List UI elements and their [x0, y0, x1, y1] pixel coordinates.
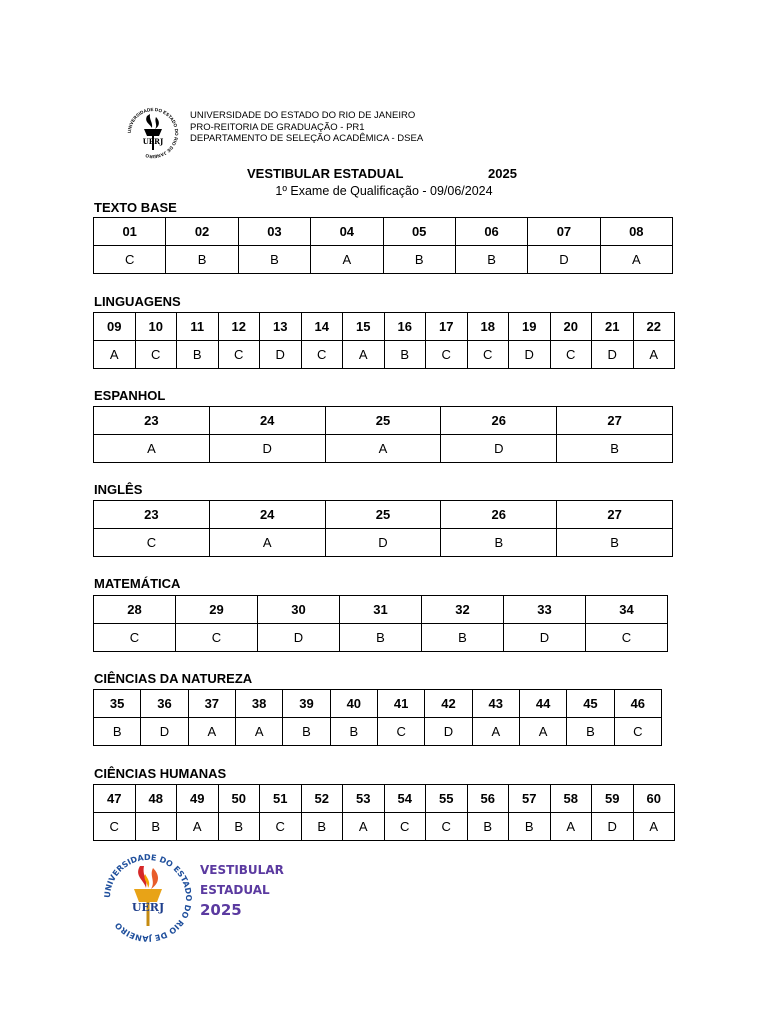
question-number-row: [94, 596, 668, 624]
answer-cell: C: [94, 624, 176, 652]
answer-cell: B: [467, 813, 509, 841]
question-number-cell: 35: [94, 690, 141, 718]
footer-vestibular-badge: [200, 860, 284, 920]
question-number-cell: 37: [188, 690, 235, 718]
uerj-logo-header: [116, 104, 190, 162]
answer-cell: A: [633, 813, 675, 841]
answer-row: [94, 624, 668, 652]
answer-cell: C: [426, 813, 468, 841]
question-number-cell: 23: [94, 501, 210, 529]
institution-name: UNIVERSIDADE DO ESTADO DO RIO DE JANEIRO: [190, 110, 416, 121]
question-number-cell: 26: [441, 501, 557, 529]
question-number-cell: 58: [550, 785, 592, 813]
answer-table-matematica: [93, 595, 668, 652]
answer-cell: C: [176, 624, 258, 652]
question-number-cell: 28: [94, 596, 176, 624]
question-number-cell: 57: [509, 785, 551, 813]
question-number-cell: 51: [260, 785, 302, 813]
question-number-row: [94, 313, 675, 341]
answer-cell: B: [301, 813, 343, 841]
question-number-cell: 48: [135, 785, 177, 813]
question-number-cell: 53: [343, 785, 385, 813]
question-number-cell: 30: [258, 596, 340, 624]
question-number-cell: 27: [557, 407, 673, 435]
question-number-cell: 60: [633, 785, 675, 813]
question-number-cell: 46: [614, 690, 661, 718]
answer-cell: C: [301, 341, 343, 369]
answer-cell: D: [509, 341, 551, 369]
question-number-cell: 25: [325, 501, 441, 529]
answer-cell: D: [592, 341, 634, 369]
answer-cell: B: [383, 246, 455, 274]
answer-cell: D: [141, 718, 188, 746]
answer-cell: B: [441, 529, 557, 557]
answer-cell: A: [311, 246, 383, 274]
question-number-cell: 12: [218, 313, 260, 341]
answer-cell: B: [567, 718, 614, 746]
answer-cell: C: [467, 341, 509, 369]
answer-cell: C: [614, 718, 661, 746]
answer-cell: A: [94, 435, 210, 463]
question-number-row: [94, 785, 675, 813]
answer-cell: C: [586, 624, 668, 652]
exam-subtitle: 1º Exame de Qualificação - 09/06/2024: [275, 184, 493, 198]
answer-cell: B: [218, 813, 260, 841]
institution-header: [190, 110, 423, 145]
question-number-row: [94, 218, 673, 246]
question-number-cell: 16: [384, 313, 426, 341]
question-number-cell: 07: [528, 218, 600, 246]
answer-cell: B: [283, 718, 330, 746]
question-number-cell: 33: [504, 596, 586, 624]
question-number-cell: 13: [260, 313, 302, 341]
answer-cell: A: [188, 718, 235, 746]
answer-row: [94, 529, 673, 557]
question-number-cell: 29: [176, 596, 258, 624]
answer-cell: B: [238, 246, 310, 274]
section-title-matematica: MATEMÁTICA: [94, 576, 181, 591]
answer-cell: D: [425, 718, 472, 746]
answer-cell: C: [218, 341, 260, 369]
answer-cell: D: [592, 813, 634, 841]
answer-cell: B: [384, 341, 426, 369]
question-number-cell: 14: [301, 313, 343, 341]
answer-cell: A: [325, 435, 441, 463]
question-number-cell: 34: [586, 596, 668, 624]
answer-cell: C: [550, 341, 592, 369]
question-number-cell: 32: [422, 596, 504, 624]
answer-cell: B: [177, 341, 219, 369]
answer-table-texto-base: [93, 217, 673, 274]
answer-cell: B: [340, 624, 422, 652]
answer-cell: A: [600, 246, 672, 274]
section-title-ingles: INGLÊS: [94, 482, 143, 497]
answer-cell: A: [209, 529, 325, 557]
page-title: [0, 166, 768, 182]
answer-cell: A: [633, 341, 675, 369]
answer-cell: C: [94, 529, 210, 557]
answer-cell: D: [258, 624, 340, 652]
answer-cell: D: [260, 341, 302, 369]
answer-cell: C: [135, 341, 177, 369]
answer-cell: B: [557, 529, 673, 557]
question-number-cell: 23: [94, 407, 210, 435]
footer-logo-text: UERJ: [131, 901, 165, 914]
answer-cell: B: [422, 624, 504, 652]
answer-cell: C: [377, 718, 424, 746]
answer-table-espanhol: [93, 406, 673, 463]
question-number-cell: 40: [330, 690, 377, 718]
question-number-row: [94, 690, 662, 718]
question-number-cell: 08: [600, 218, 672, 246]
exam-title: VESTIBULAR ESTADUAL: [247, 166, 404, 181]
question-number-cell: 06: [455, 218, 527, 246]
section-title-texto-base: TEXTO BASE: [94, 200, 177, 215]
question-number-cell: 25: [325, 407, 441, 435]
question-number-cell: 19: [509, 313, 551, 341]
question-number-cell: 03: [238, 218, 310, 246]
section-title-espanhol: ESPANHOL: [94, 388, 166, 403]
answer-cell: A: [94, 341, 136, 369]
answer-cell: C: [426, 341, 468, 369]
logo-ring-text: UNIVERSIDADE DO ESTADO DO RIO DE JANEIRO: [126, 106, 180, 160]
footer-logo-ring-text: UNIVERSIDADE DO ESTADO DO RIO DE JANEIRO: [102, 852, 194, 944]
answer-cell: B: [509, 813, 551, 841]
question-number-cell: 42: [425, 690, 472, 718]
question-number-cell: 01: [94, 218, 166, 246]
section-title-ciencias-natureza: CIÊNCIAS DA NATUREZA: [94, 671, 253, 686]
question-number-cell: 55: [426, 785, 468, 813]
answer-cell: C: [94, 813, 136, 841]
question-number-row: [94, 501, 673, 529]
question-number-cell: 59: [592, 785, 634, 813]
answer-cell: A: [177, 813, 219, 841]
question-number-cell: 21: [592, 313, 634, 341]
question-number-cell: 43: [472, 690, 519, 718]
footer-line-3: 2025: [200, 901, 242, 919]
question-number-cell: 47: [94, 785, 136, 813]
section-title-linguagens: LINGUAGENS: [94, 294, 181, 309]
answer-table-ingles: [93, 500, 673, 557]
answer-cell: B: [557, 435, 673, 463]
question-number-cell: 15: [343, 313, 385, 341]
question-number-cell: 38: [235, 690, 282, 718]
question-number-cell: 09: [94, 313, 136, 341]
answer-cell: C: [94, 246, 166, 274]
answer-cell: B: [455, 246, 527, 274]
answer-row: [94, 341, 675, 369]
question-number-cell: 44: [519, 690, 566, 718]
answer-cell: D: [504, 624, 586, 652]
answer-cell: B: [135, 813, 177, 841]
question-number-cell: 49: [177, 785, 219, 813]
answer-cell: A: [550, 813, 592, 841]
answer-row: [94, 435, 673, 463]
question-number-cell: 11: [177, 313, 219, 341]
footer-line-2: ESTADUAL: [200, 883, 270, 897]
question-number-cell: 27: [557, 501, 673, 529]
answer-cell: A: [343, 813, 385, 841]
answer-cell: A: [519, 718, 566, 746]
answer-cell: C: [384, 813, 426, 841]
answer-cell: B: [166, 246, 238, 274]
answer-cell: B: [330, 718, 377, 746]
question-number-cell: 22: [633, 313, 675, 341]
answer-cell: A: [472, 718, 519, 746]
answer-cell: A: [343, 341, 385, 369]
question-number-cell: 36: [141, 690, 188, 718]
section-title-ciencias-humanas: CIÊNCIAS HUMANAS: [94, 766, 227, 781]
answer-cell: D: [528, 246, 600, 274]
footer-line-1: VESTIBULAR: [200, 863, 284, 877]
question-number-cell: 52: [301, 785, 343, 813]
answer-cell: D: [209, 435, 325, 463]
answer-cell: A: [235, 718, 282, 746]
question-number-cell: 20: [550, 313, 592, 341]
question-number-cell: 18: [467, 313, 509, 341]
question-number-row: [94, 407, 673, 435]
question-number-cell: 26: [441, 407, 557, 435]
question-number-cell: 50: [218, 785, 260, 813]
answer-row: [94, 246, 673, 274]
question-number-cell: 45: [567, 690, 614, 718]
institution-dept-1: PRO-REITORIA DE GRADUAÇÃO - PR1: [190, 121, 365, 133]
question-number-cell: 54: [384, 785, 426, 813]
answer-cell: D: [441, 435, 557, 463]
answer-cell: D: [325, 529, 441, 557]
question-number-cell: 05: [383, 218, 455, 246]
question-number-cell: 17: [426, 313, 468, 341]
question-number-cell: 31: [340, 596, 422, 624]
answer-row: [94, 813, 675, 841]
uerj-logo-footer: [98, 852, 198, 946]
question-number-cell: 41: [377, 690, 424, 718]
exam-year: 2025: [488, 166, 517, 181]
question-number-cell: 24: [209, 407, 325, 435]
answer-table-ciencias-humanas: [93, 784, 675, 841]
answer-table-linguagens: [93, 312, 675, 369]
answer-cell: C: [260, 813, 302, 841]
question-number-cell: 10: [135, 313, 177, 341]
question-number-cell: 56: [467, 785, 509, 813]
answer-cell: B: [94, 718, 141, 746]
question-number-cell: 02: [166, 218, 238, 246]
institution-dept-2: DEPARTAMENTO DE SELEÇÃO ACADÊMICA - DSEA: [190, 133, 424, 144]
answer-table-ciencias-natureza: [93, 689, 662, 746]
question-number-cell: 24: [209, 501, 325, 529]
question-number-cell: 39: [283, 690, 330, 718]
question-number-cell: 04: [311, 218, 383, 246]
logo-text: UERJ: [142, 137, 164, 146]
answer-row: [94, 718, 662, 746]
